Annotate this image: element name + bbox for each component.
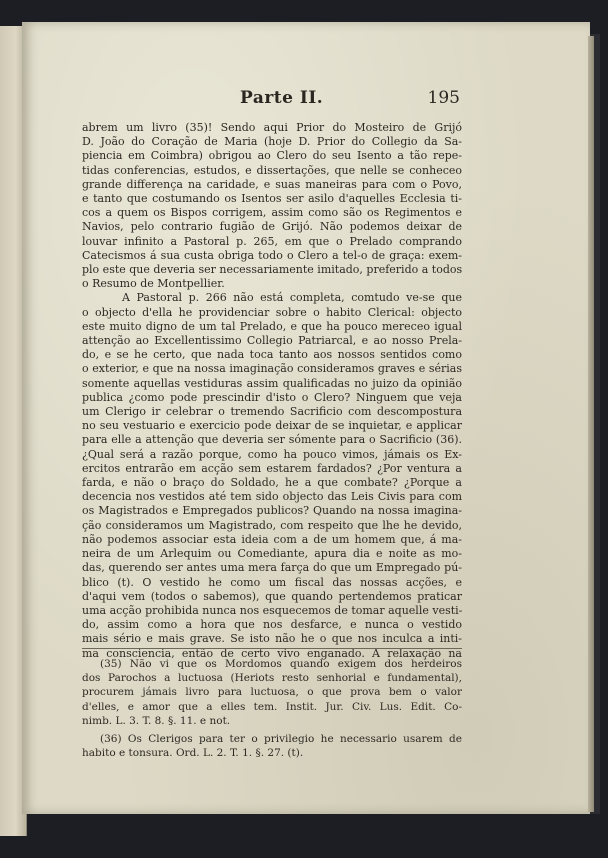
text-line: plo este que deveria ser necessariamente imitado, preferido a todos xyxy=(82,263,462,277)
text-line: ¿Qual será a razão porque, como ha pouco vimos, jámais os Ex- xyxy=(82,447,462,461)
text-line: no seu vestuario e exercicio pode deixar de se inquietar, e applicar xyxy=(82,419,462,433)
text-line: neira de um Arlequim ou Comediante, apura dia e noite as mo- xyxy=(82,547,462,561)
text-line: ercitos entrarão em acção sem estarem fardados? ¿Por ventura a xyxy=(82,461,462,475)
text-line: blico (t). O vestido he como um fiscal das nossas acções, e xyxy=(82,575,462,589)
text-line: o Resumo de Montpellier. xyxy=(82,277,225,291)
text-line: tidas conferencias, estudos, e dissertações, que nelle se conheceo xyxy=(82,163,462,177)
footnote-line: (36) Os Clerigos para ter o privilegio he necessario usarem de xyxy=(100,733,462,746)
text-line: do, assim como a hora que nos desfarce, e nunca o vestido xyxy=(82,618,462,632)
footnote-line: (35) Não vi que os Mordomos quando exigem dos herdeiros xyxy=(100,658,462,670)
text-line: este muito digno de um tal Prelado, e que ha pouco mereceo igual xyxy=(82,319,462,333)
paragraph-start-line: A Pastoral p. 266 não está completa, comtudo ve-se que xyxy=(122,291,462,305)
text-line: D. João do Coração de Maria (hoje D. Prior do Collegio da Sa- xyxy=(82,135,462,149)
text-line: cos a quem os Bispos corrigem, assim como são os Regimentos e xyxy=(82,206,462,220)
text-line: d'aqui vem (todos o sabemos), que quando pertendemos praticar xyxy=(82,589,462,603)
text-line: grande differença na caridade, e suas maneiras para com o Povo, xyxy=(82,177,462,191)
text-line: um Clerigo ir celebrar o tremendo Sacrificio com descompostura xyxy=(82,405,462,419)
text-line: os Magistrados e Empregados publicos? Quando na nossa imagina- xyxy=(82,504,462,518)
text-line: publica ¿como pode prescindir d'isto o Clero? Ninguem que veja xyxy=(82,390,462,404)
text-line: ma consciencia, então de certo vivo enganado. A relaxação na xyxy=(82,646,462,660)
text-line: louvar infinito a Pastoral p. 265, em que o Prelado comprando xyxy=(82,234,462,248)
footnote-line: nimb. L. 3. T. 8. §. 11. e not. xyxy=(82,714,231,727)
text-line: farda, e não o braço do Soldado, he a que combate? ¿Porque a xyxy=(82,476,462,490)
text-line: das, querendo ser antes uma mera farça do que um Empregado pú- xyxy=(82,561,462,575)
text-line: ção consideramos um Magistrado, com respeito que lhe he devido, xyxy=(82,518,462,532)
text-line: Navios, pelo contrario fugião de Grijó. Não podemos deixar de xyxy=(82,220,462,234)
footnote-line: d'elles, e amor que a elles tem. Instit. Jur. Civ. Lus. Edit. Co- xyxy=(82,700,462,713)
footnote-divider xyxy=(82,648,462,649)
footnote-line: habito e tonsura. Ord. L. 2. T. 1. §. 27. (t). xyxy=(82,747,304,760)
text-line: o objecto d'ella he providenciar sobre o habito Clerical: objecto xyxy=(82,305,462,319)
text-line: somente aquellas vestiduras assim qualificadas no juizo da opinião xyxy=(82,376,462,390)
text-line: Catecismos á sua custa obriga todo o Clero a tel-o de graça: exem- xyxy=(82,248,462,262)
text-line: decencia nos vestidos até tem sido objecto das Leis Civis para com xyxy=(82,490,462,504)
text-line: piencia em Coimbra) obrigou ao Clero do seu Isento a tão repe- xyxy=(82,149,462,163)
text-line: abrem um livro (35)! Sendo aqui Prior do Mosteiro de Grijó xyxy=(82,121,462,134)
main-text xyxy=(82,121,462,661)
page-right-edge xyxy=(588,36,594,812)
text-line: uma acção prohibida nunca nos esquecemos de tomar aquelle vesti- xyxy=(82,603,462,617)
text-line: não podemos associar esta ideia com a de um homem que, á ma- xyxy=(82,532,462,546)
text-line: e tanto que costumando os Isentos ser asilo d'aquelles Ecclesia ti- xyxy=(82,192,462,206)
text-line: attenção ao Excellentissimo Collegio Patriarcal, e ao nosso Prela- xyxy=(82,334,462,348)
running-head: Parte II. xyxy=(240,88,324,108)
text-line: mais sério e mais grave. Se isto não he o que nos inculca a inti- xyxy=(82,632,462,646)
text-line: o exterior, e que na nossa imaginação consideramos graves e sérias xyxy=(82,362,462,376)
footnotes xyxy=(82,657,462,760)
footnote-line: procurem jámais livro para luctuosa, o que prova bem o valor xyxy=(82,686,462,699)
text-line: do, e se he certo, que nada toca tanto aos nossos sentidos como xyxy=(82,348,462,362)
footnote-line: dos Parochos a luctuosa (Heriots resto senhorial e fundamental), xyxy=(82,672,462,685)
page-header xyxy=(60,88,462,110)
page-number: 195 xyxy=(427,88,460,108)
text-line: para elle a attenção que deveria ser sómente para o Sacrificio (36). xyxy=(82,433,462,447)
